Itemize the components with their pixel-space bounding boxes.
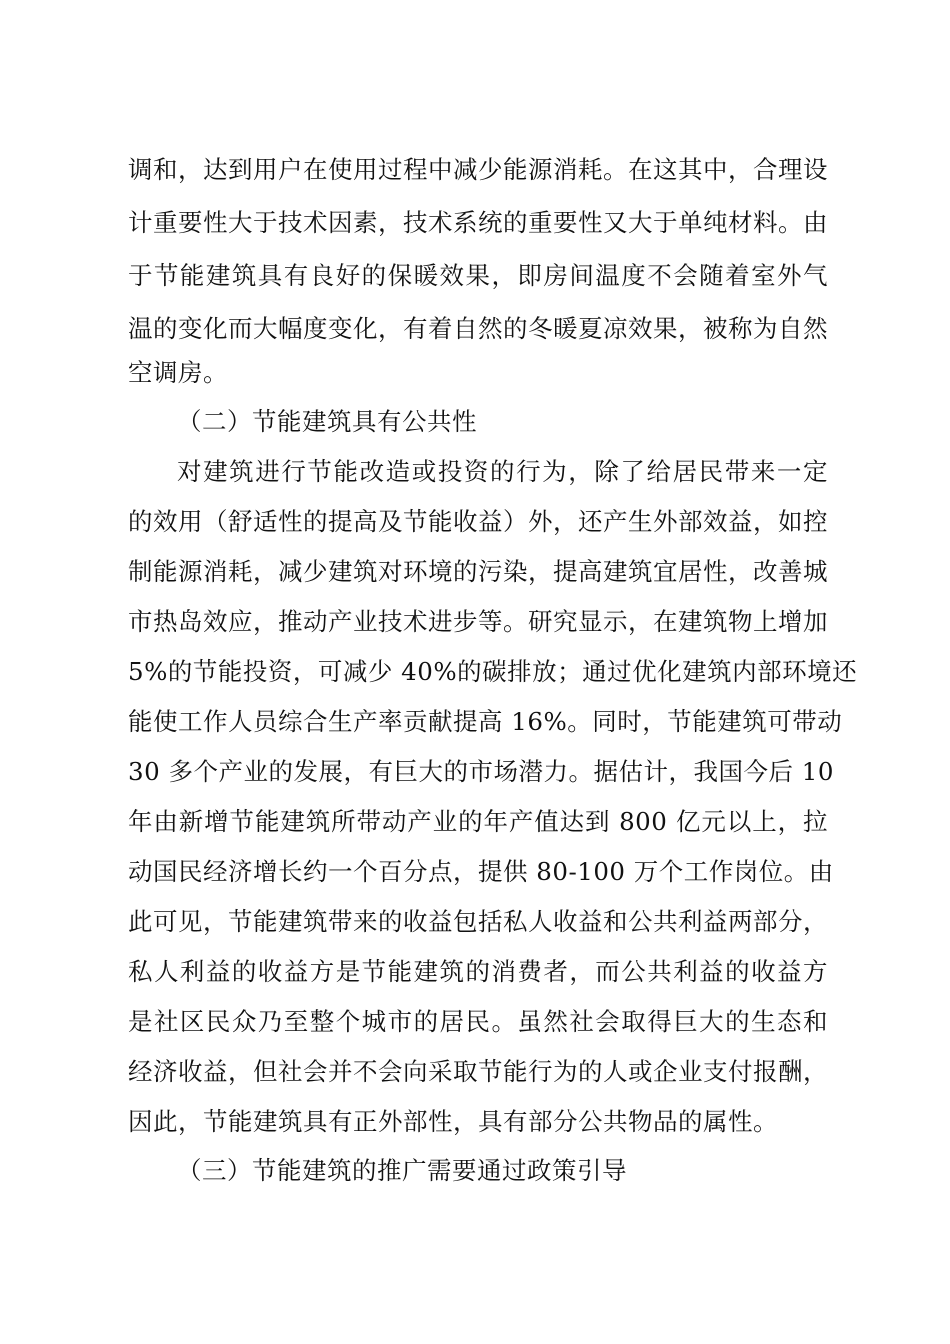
paragraph-line: 的效用（舒适性的提高及节能收益）外，还产生外部效益，如控 bbox=[128, 507, 828, 536]
paragraph-line: 年由新增节能建筑所带动产业的年产值达到 800 亿元以上，拉 bbox=[128, 807, 828, 836]
paragraph-line: 温的变化而大幅度变化，有着自然的冬暖夏凉效果，被称为自然 bbox=[128, 314, 828, 343]
paragraph-line: 计重要性大于技术因素，技术系统的重要性又大于单纯材料。由 bbox=[128, 208, 828, 237]
paragraph-line: 动国民经济增长约一个百分点，提供 80-100 万个工作岗位。由 bbox=[128, 857, 834, 886]
section-heading: （三）节能建筑的推广需要通过政策引导 bbox=[177, 1156, 627, 1185]
paragraph-line: 30 多个产业的发展，有巨大的市场潜力。据估计，我国今后 10 bbox=[128, 757, 834, 786]
paragraph-line: 对建筑进行节能改造或投资的行为，除了给居民带来一定 bbox=[177, 457, 828, 486]
paragraph-line: 是社区民众乃至整个城市的居民。虽然社会取得巨大的生态和 bbox=[128, 1007, 828, 1036]
paragraph-line: 因此，节能建筑具有正外部性，具有部分公共物品的属性。 bbox=[128, 1107, 778, 1136]
paragraph-line: 此可见，节能建筑带来的收益包括私人收益和公共利益两部分， bbox=[128, 907, 828, 936]
section-heading: （二）节能建筑具有公共性 bbox=[177, 407, 477, 436]
paragraph-line: 能使工作人员综合生产率贡献提高 16%。同时，节能建筑可带动 bbox=[128, 707, 843, 736]
paragraph-line: 私人利益的收益方是节能建筑的消费者，而公共利益的收益方 bbox=[128, 957, 828, 986]
paragraph-line: 5%的节能投资，可减少 40%的碳排放；通过优化建筑内部环境还 bbox=[128, 657, 858, 686]
paragraph-line: 市热岛效应，推动产业技术进步等。研究显示，在建筑物上增加 bbox=[128, 607, 828, 636]
paragraph-line: 于节能建筑具有良好的保暖效果，即房间温度不会随着室外气 bbox=[128, 261, 828, 290]
paragraph-line: 调和，达到用户在使用过程中减少能源消耗。在这其中，合理设 bbox=[128, 155, 828, 184]
paragraph-line: 制能源消耗，减少建筑对环境的污染，提高建筑宜居性，改善城 bbox=[128, 557, 828, 586]
paragraph-line: 经济收益，但社会并不会向采取节能行为的人或企业支付报酬， bbox=[128, 1057, 828, 1086]
paragraph-line: 空调房。 bbox=[128, 358, 228, 387]
